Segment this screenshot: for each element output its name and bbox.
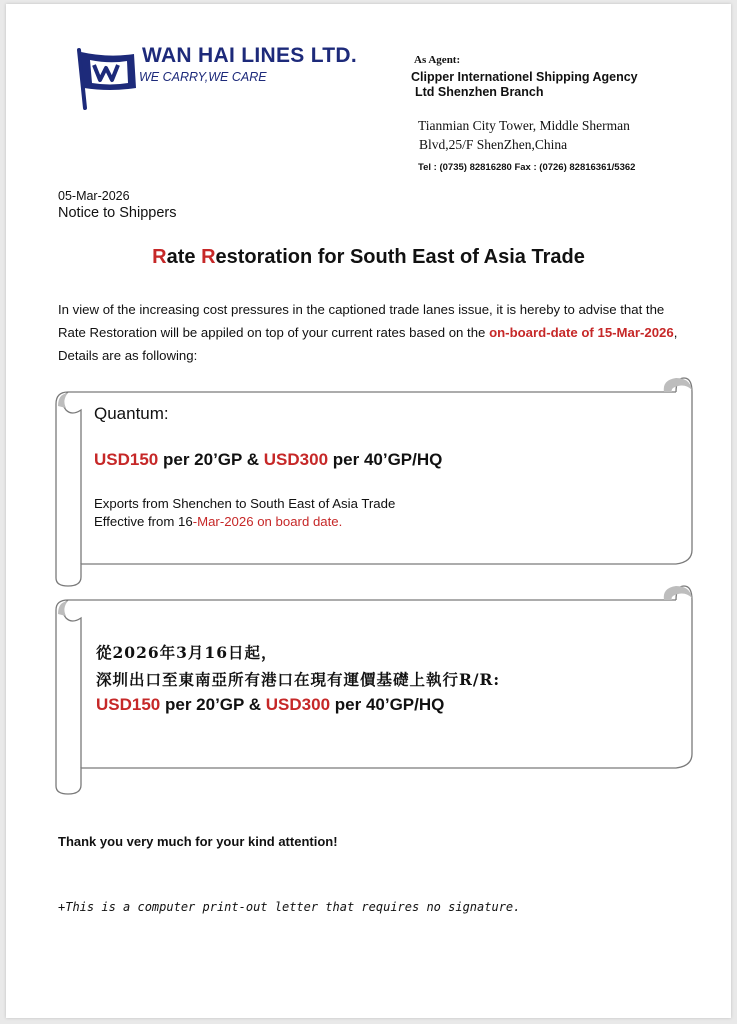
agent-address-line1: Tianmian City Tower, Middle Sherman bbox=[418, 118, 630, 133]
title-text-part2: estoration for South East of Asia Trade bbox=[215, 246, 585, 268]
effective-date-highlight: -Mar-2026 on board date. bbox=[192, 514, 343, 529]
rate-20gp-amount: USD150 bbox=[94, 450, 159, 469]
chinese-rate bbox=[96, 695, 444, 715]
notice-heading: Notice to Shippers bbox=[58, 205, 177, 221]
quantum-label: Quantum: bbox=[94, 404, 169, 423]
zh-rate-40gp-amount: USD300 bbox=[265, 695, 331, 714]
letter-page bbox=[6, 4, 731, 1018]
effective-prefix: Effective from 16 bbox=[94, 514, 193, 529]
quantum-rate bbox=[94, 450, 442, 470]
agent-address-line2: Blvd,25/F ShenZhen,China bbox=[419, 137, 568, 152]
intro-paragraph bbox=[58, 298, 688, 367]
agent-name-line1: Clipper Internationel Shipping Agency bbox=[411, 70, 638, 84]
paragraph-text-2: , Details are as following: bbox=[58, 325, 678, 363]
paragraph-text-1: In view of the increasing cost pressures in the captioned trade lanes issue, it is hereby to advise that the Rate Restoration will be appiled on top of your current rates based on the bbox=[58, 302, 665, 340]
agent-name-line2: Ltd Shenzhen Branch bbox=[415, 85, 544, 99]
agent-contact: Tel : (0735) 82816280 Fax : (0726) 82816361/5362 bbox=[418, 162, 636, 173]
title-text-part1: ate bbox=[166, 246, 202, 268]
agent-label: As Agent: bbox=[414, 54, 461, 66]
zh-rate-20gp-text: per 20’GP & bbox=[160, 695, 266, 714]
zh-rate-40gp-text: per 40’GP/HQ bbox=[330, 695, 445, 714]
chinese-effective-line: 從2026年3月16日起， bbox=[96, 643, 278, 662]
rate-40gp-text: per 40’GP/HQ bbox=[328, 450, 443, 469]
rate-20gp-text: per 20’GP & bbox=[158, 450, 264, 469]
chinese-scope-line: 深圳出口至東南亞所有港口在現有運價基礎上執行R/R: bbox=[96, 670, 501, 689]
letter-date: 05-Mar-2026 bbox=[58, 189, 130, 203]
rate-40gp-amount: USD300 bbox=[263, 450, 329, 469]
wan-hai-flag-logo-icon bbox=[70, 42, 140, 112]
no-signature-footer: +This is a computer print-out letter that requires no signature. bbox=[58, 900, 521, 914]
title-initial-r1: R bbox=[152, 246, 167, 268]
company-tagline: WE CARRY,WE CARE bbox=[139, 70, 267, 84]
quantum-description-route: Exports from Shenchen to South East of Asia Trade bbox=[94, 496, 396, 511]
company-name: WAN HAI LINES LTD. bbox=[142, 44, 357, 67]
paragraph-highlight-date: on-board-date of 15-Mar-2026 bbox=[489, 325, 674, 340]
quantum-description-effective bbox=[94, 514, 342, 529]
thank-you-line: Thank you very much for your kind attention! bbox=[58, 834, 338, 849]
zh-rate-20gp-amount: USD150 bbox=[96, 695, 161, 714]
letter-title bbox=[6, 246, 731, 269]
title-initial-r2: R bbox=[201, 246, 216, 268]
